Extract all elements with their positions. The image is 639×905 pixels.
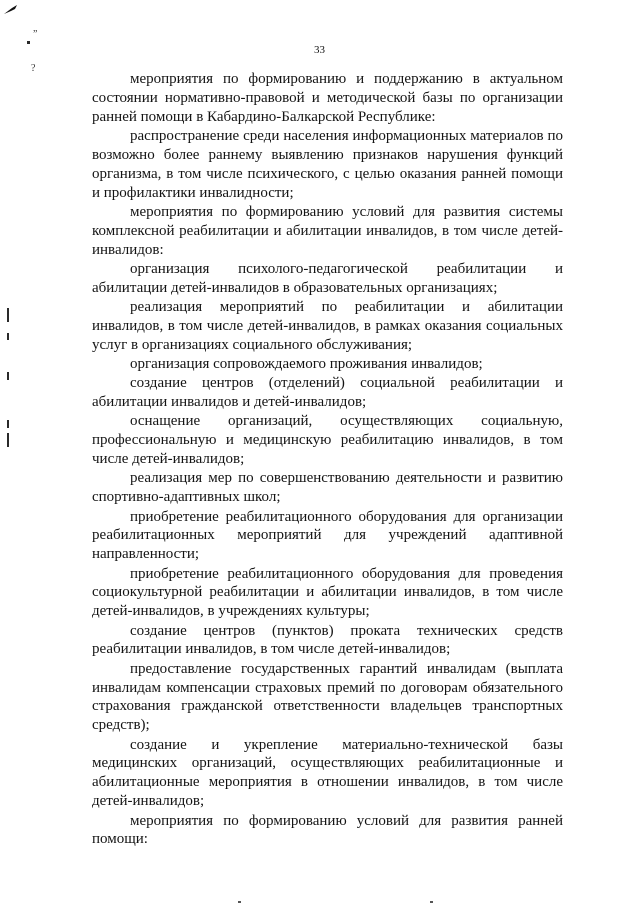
paragraph: реализация мер по совершенствованию деятельности и развитию спортивно-адаптивных школ; xyxy=(92,470,563,506)
scan-artifact-line xyxy=(7,372,9,380)
scan-artifact-quote: ” xyxy=(33,29,38,40)
paragraph: организация сопровождаемого проживания инвалидов; xyxy=(130,356,483,373)
scan-artifact-dot xyxy=(238,901,241,903)
paragraph: организация психолого-педагогической реабилитации и абилитации детей-инвалидов в образовательных организациях; xyxy=(92,260,563,296)
scan-artifact-line xyxy=(7,433,9,447)
scan-artifact-dot xyxy=(430,901,433,903)
page-number: 33 xyxy=(314,44,325,56)
paragraph: оснащение организаций, осуществляющих социальную, профессиональную и медицинскую реабилитацию инвалидов, в том числе детей-инвалидов; xyxy=(92,413,563,468)
paragraph: приобретение реабилитационного оборудования для организации реабилитационных мероприятий для учреждений адаптивной направленности; xyxy=(92,508,563,563)
document-body xyxy=(92,70,563,850)
scan-artifact-line xyxy=(7,308,9,322)
paragraph: создание центров (отделений) социальной реабилитации и абилитации инвалидов и детей-инвалидов; xyxy=(92,375,563,411)
paragraph: распространение среди населения информационных материалов по возможно более раннему выявлению признаков нарушения функций организма, в том числе психического, с целью оказания ранней помощи и профилактики инвалидности; xyxy=(92,128,563,201)
scan-artifact-question: ? xyxy=(31,63,36,74)
scan-artifact-line xyxy=(7,420,9,428)
paragraph: мероприятия по формированию условий для развития системы комплексной реабилитации и абилитации инвалидов, в том числе детей-инвалидов: xyxy=(92,203,563,258)
paragraph: реализация мероприятий по реабилитации и абилитации инвалидов, в том числе детей-инвалидов, в рамках оказания социальных услуг в организациях социального обслуживания; xyxy=(92,299,563,353)
paragraph: мероприятия по формированию условий для развития ранней помощи: xyxy=(92,812,563,848)
paragraph: мероприятия по формированию и поддержанию в актуальном состоянии нормативно-правовой и методической базы по организации ранней помощи в Кабардино-Балкарской Республике: xyxy=(92,71,563,125)
paragraph: приобретение реабилитационного оборудования для проведения социокультурной реабилитации и абилитации инвалидов, в том числе детей-инвалидов, в учреждениях культуры; xyxy=(92,565,563,620)
paragraph: предоставление государственных гарантий инвалидам (выплата инвалидам компенсации страховых премий по договорам обязательного страхования гражданской ответственности владельцев транспортных средств); xyxy=(92,660,563,734)
scan-artifact-line xyxy=(7,333,9,340)
paragraph: создание центров (пунктов) проката технических средств реабилитации инвалидов, в том числе детей-инвалидов; xyxy=(92,622,563,658)
paragraph: создание и укрепление материально-технической базы медицинских организаций, осуществляющих реабилитационные и абилитационные мероприятия в отношении инвалидов, в том числе детей-инвалидов; xyxy=(92,736,563,810)
scan-artifact-corner-mark xyxy=(3,3,19,17)
